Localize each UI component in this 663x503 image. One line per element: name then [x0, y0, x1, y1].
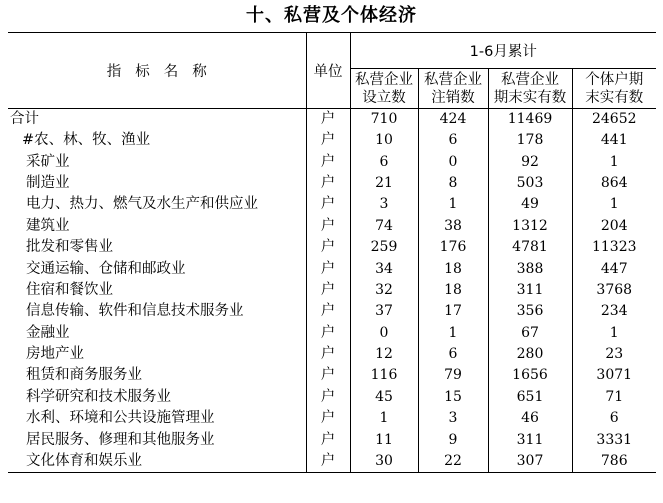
- cell-private-end: 178: [488, 130, 572, 151]
- table-row: [8, 344, 656, 365]
- table-row: [8, 216, 656, 237]
- cell-individual-end: 24652: [591, 111, 637, 127]
- cell-established: 116: [350, 365, 418, 386]
- cell-established: 1: [350, 408, 418, 429]
- cell-established: 6: [350, 151, 418, 172]
- cell-cancelled: 17: [418, 301, 488, 322]
- row-indicator-name: 采矿业: [26, 153, 70, 170]
- row-unit: 户: [306, 194, 350, 215]
- cell-private-end: 388: [488, 258, 572, 279]
- cell-individual-end: 6: [609, 410, 619, 427]
- row-unit: 户: [306, 387, 350, 408]
- cell-cancelled: 38: [418, 216, 488, 237]
- cell-cancelled: 22: [418, 451, 488, 473]
- cell-established: 37: [350, 301, 418, 322]
- cell-private-end: 311: [488, 280, 572, 301]
- row-unit: 户: [306, 323, 350, 344]
- table-row: [8, 280, 656, 301]
- cell-established: 12: [350, 344, 418, 365]
- cell-established: 11: [350, 429, 418, 450]
- cell-established: 30: [350, 451, 418, 473]
- unit-header: 单位: [306, 33, 350, 109]
- cell-established: 3: [350, 194, 418, 215]
- row-unit: 户: [306, 429, 350, 450]
- cell-individual-end: 786: [572, 451, 656, 473]
- row-indicator-name: 文化体育和娱乐业: [8, 451, 306, 473]
- cell-individual-end: 1: [609, 196, 619, 213]
- row-unit: 户: [306, 258, 350, 279]
- row-indicator-name: 居民服务、修理和其他服务业: [26, 431, 215, 448]
- cell-individual-end: 864: [600, 174, 628, 191]
- table-row: [8, 451, 656, 473]
- table-row: [8, 130, 656, 151]
- table-body: [8, 109, 656, 473]
- row-indicator-name: 建筑业: [26, 217, 70, 234]
- row-indicator-name: 合计: [10, 111, 39, 127]
- table-row: [8, 387, 656, 408]
- cell-private-end: 92: [488, 151, 572, 172]
- cell-established: 74: [350, 216, 418, 237]
- row-indicator-name: 科学研究和技术服务业: [26, 388, 171, 405]
- cell-cancelled: 1: [418, 194, 488, 215]
- cell-private-end: 503: [488, 173, 572, 194]
- cell-cancelled: 6: [418, 130, 488, 151]
- cell-individual-end: 441: [600, 132, 628, 149]
- cell-individual-end: 11323: [591, 239, 637, 256]
- cell-cancelled: 6: [418, 344, 488, 365]
- row-unit: 户: [306, 130, 350, 151]
- cell-cancelled: 3: [418, 408, 488, 429]
- cell-cancelled: 79: [418, 365, 488, 386]
- row-indicator-name: #农、林、牧、渔业: [22, 132, 151, 149]
- cell-private-end: 46: [488, 408, 572, 429]
- cell-private-end: 11469: [488, 109, 572, 131]
- table-row: [8, 408, 656, 429]
- cell-private-end: 311: [488, 429, 572, 450]
- cell-established: 710: [350, 109, 418, 131]
- row-indicator-name: 信息传输、软件和信息技术服务业: [26, 303, 244, 320]
- table-row: [8, 173, 656, 194]
- cell-cancelled: 424: [418, 109, 488, 131]
- cell-private-end: 1312: [488, 216, 572, 237]
- cell-cancelled: 176: [418, 237, 488, 258]
- row-unit: 户: [306, 280, 350, 301]
- cell-cancelled: 1: [418, 323, 488, 344]
- cell-individual-end: 3768: [596, 281, 633, 298]
- table-row: [8, 109, 656, 131]
- cell-private-end: 280: [488, 344, 572, 365]
- cell-cancelled: 9: [418, 429, 488, 450]
- row-unit: 户: [306, 173, 350, 194]
- row-unit: 户: [306, 408, 350, 429]
- cell-individual-end: 3071: [596, 367, 633, 384]
- row-indicator-name: 租赁和商务服务业: [26, 367, 142, 384]
- cell-individual-end: 23: [605, 346, 624, 363]
- cell-established: 45: [350, 387, 418, 408]
- table-header: [8, 33, 656, 109]
- col-header-individual-end: 个体户期 末实有数: [572, 69, 656, 109]
- cell-cancelled: 8: [418, 173, 488, 194]
- row-unit: 户: [306, 216, 350, 237]
- row-indicator-name: 金融业: [26, 324, 70, 341]
- row-unit: 户: [306, 301, 350, 322]
- cell-individual-end: 1: [609, 153, 619, 170]
- col-header-cancelled: 私营企业 注销数: [418, 69, 488, 109]
- period-header: 1-6月累计: [350, 33, 656, 69]
- cell-established: 10: [350, 130, 418, 151]
- row-unit: 户: [306, 109, 350, 131]
- table-row: [8, 237, 656, 258]
- page-title: 十、私营及个体经济: [246, 5, 417, 26]
- cell-private-end: 307: [488, 451, 572, 473]
- cell-private-end: 1656: [488, 365, 572, 386]
- indicator-header: 指标名称: [8, 33, 306, 109]
- table-row: [8, 258, 656, 279]
- table-row: [8, 301, 656, 322]
- cell-individual-end: 3331: [596, 431, 633, 448]
- cell-private-end: 356: [488, 301, 572, 322]
- cell-individual-end: 447: [600, 260, 628, 277]
- cell-private-end: 651: [488, 387, 572, 408]
- row-unit: 户: [306, 365, 350, 386]
- row-unit: 户: [306, 451, 350, 473]
- data-table: [8, 32, 656, 473]
- table-row: [8, 323, 656, 344]
- row-indicator-name: 水利、环境和公共设施管理业: [26, 410, 215, 427]
- cell-individual-end: 1: [609, 324, 619, 341]
- col-header-established: 私营企业 设立数: [350, 69, 418, 109]
- row-indicator-name: 批发和零售业: [26, 239, 113, 256]
- row-indicator-name: 制造业: [26, 174, 70, 191]
- table-row: [8, 194, 656, 215]
- row-unit: 户: [306, 237, 350, 258]
- row-unit: 户: [306, 344, 350, 365]
- cell-cancelled: 18: [418, 258, 488, 279]
- row-indicator-name: 房地产业: [26, 346, 84, 363]
- table-row: [8, 365, 656, 386]
- cell-established: 0: [350, 323, 418, 344]
- cell-established: 259: [350, 237, 418, 258]
- cell-cancelled: 15: [418, 387, 488, 408]
- cell-private-end: 4781: [488, 237, 572, 258]
- cell-cancelled: 0: [418, 151, 488, 172]
- cell-established: 21: [350, 173, 418, 194]
- table-row: [8, 429, 656, 450]
- cell-individual-end: 204: [600, 217, 628, 234]
- cell-established: 32: [350, 280, 418, 301]
- cell-cancelled: 18: [418, 280, 488, 301]
- cell-private-end: 49: [488, 194, 572, 215]
- cell-private-end: 67: [488, 323, 572, 344]
- row-indicator-name: 住宿和餐饮业: [26, 281, 113, 298]
- table-row: [8, 151, 656, 172]
- cell-individual-end: 71: [605, 388, 624, 405]
- row-unit: 户: [306, 151, 350, 172]
- cell-established: 34: [350, 258, 418, 279]
- row-indicator-name: 交通运输、仓储和邮政业: [26, 260, 186, 277]
- col-header-private-end: 私营企业 期末实有数: [488, 69, 572, 109]
- cell-individual-end: 234: [600, 303, 628, 320]
- row-indicator-name: 电力、热力、燃气及水生产和供应业: [26, 196, 258, 213]
